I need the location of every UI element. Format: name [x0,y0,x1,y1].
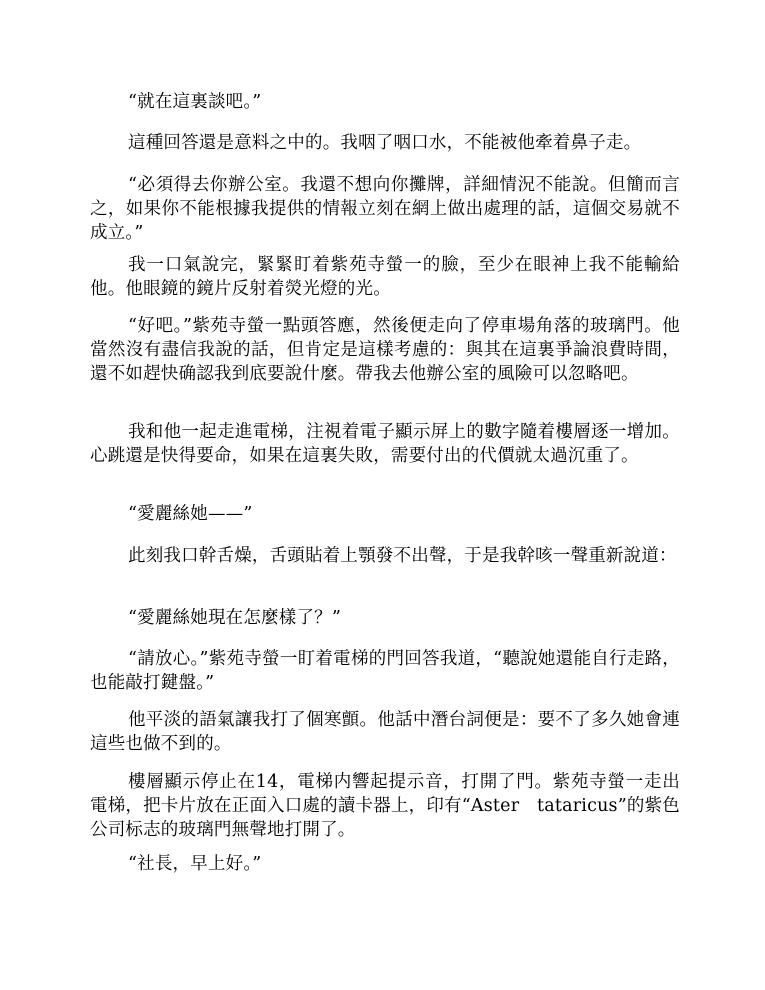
paragraph-9: “愛麗絲她現在怎麼樣了？” [128,608,341,628]
paragraph-1: “就在這裏談吧。” [128,92,262,112]
paragraph-10: “請放心。”紫苑寺螢一盯着電梯的門回答我道，“聽說她還能自行走路，也能敲打鍵盤。” [90,649,680,693]
paragraph-2: 這種回答還是意料之中的。我咽了咽口水，不能被他牽着鼻子走。 [128,133,642,153]
paragraph-8: 此刻我口幹舌燥，舌頭貼着上顎發不出聲，于是我幹咳一聲重新說道： [128,546,677,566]
paragraph-12: 樓層顯示停止在14，電梯内響起提示音，打開了門。紫苑寺螢一走出電梯，把卡片放在正面入口處的讀卡器上，印有“Aster tataricus”的紫色公司标志的玻璃門無聲地打開了。 [90,772,680,840]
paragraph-4: 我一口氣說完，緊緊盯着紫苑寺螢一的臉，至少在眼神上我不能輸給他。他眼鏡的鏡片反射着熒光燈的光。 [90,255,680,299]
paragraph-7: “愛麗絲她——” [128,504,253,524]
paragraph-3: “必須得去你辦公室。我還不想向你攤牌，詳細情況不能說。但簡而言之，如果你不能根據我提供的情報立刻在網上做出處理的話，這個交易就不成立。” [90,175,680,243]
paragraph-13: “社長，早上好。” [128,854,262,874]
paragraph-6: 我和他一起走進電梯，注視着電子顯示屏上的數字隨着樓層逐一增加。心跳還是快得要命，如果在這裏失敗，需要付出的代價就太過沉重了。 [90,422,680,466]
paragraph-11: 他平淡的語氣讓我打了個寒顫。他話中潛台詞便是：要不了多久她會連這些也做不到的。 [90,710,680,754]
paragraph-5: “好吧。”紫苑寺螢一點頭答應，然後便走向了停車場角落的玻璃門。他當然沒有盡信我說的話，但肯定是這樣考慮的：與其在這裏爭論浪費時間，還不如趕快确認我到底要說什麼。帶我去他辦公室的風險可以忽略吧。 [90,316,680,384]
